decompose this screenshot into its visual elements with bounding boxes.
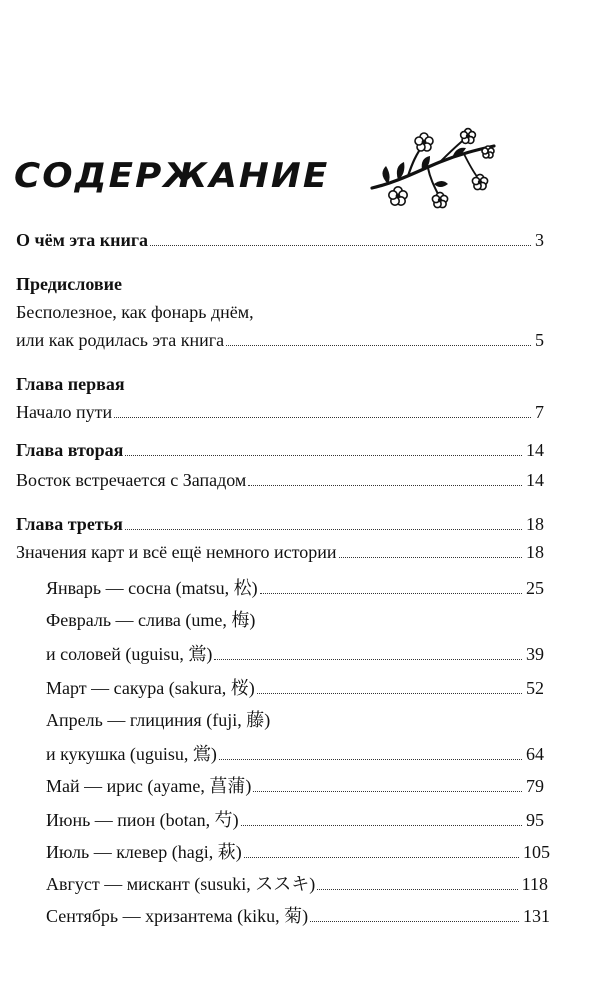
toc-entry-title: и кукушка (uguisu, 鴬) [46,744,217,764]
toc-entry[interactable] [46,640,544,668]
leader-dots [125,528,522,530]
toc-entry[interactable] [46,870,548,898]
toc-entry-title: Июнь — пион (botan, 芍) [46,810,239,830]
toc-entry-page: 14 [526,440,544,460]
toc-entry-title: Значения карт и всё ещё немного истории [16,542,337,562]
toc-entry-page: 7 [535,402,544,422]
leader-dots [114,416,531,418]
toc-entry-page: 52 [526,678,544,698]
page-title: СОДЕРЖАНИЕ [14,156,330,196]
toc-entry-title: Май — ирис (ayame, 菖蒲) [46,776,252,796]
leader-dots [248,484,522,486]
toc-entry-title: Восток встречается с Западом [16,470,247,490]
toc-entry-title: Февраль — слива (ume, 梅) [46,610,256,630]
toc-entry-page: 14 [526,470,544,490]
toc-entry[interactable] [16,466,544,494]
toc-entry-title: Глава вторая [16,440,124,460]
toc-entry-page: 64 [526,744,544,764]
toc-entry[interactable] [46,674,544,702]
toc-entry[interactable] [46,838,550,866]
leader-dots [257,692,522,694]
toc-entry[interactable] [16,226,544,254]
toc-entry-title: Январь — сосна (matsu, 松) [46,578,258,598]
leader-dots [260,592,522,594]
toc-entry[interactable] [46,740,544,768]
toc-entry-title: Март — сакура (sakura, 桜) [46,678,255,698]
toc-entry-page: 105 [523,842,550,862]
leader-dots [214,658,522,660]
toc-entry-page: 39 [526,644,544,664]
toc-entry-page: 25 [526,578,544,598]
toc-entry-title: и соловей (uguisu, 鴬) [46,644,213,664]
leader-dots [125,454,522,456]
toc-entry-title: Апрель — глициния (fuji, 藤) [46,710,271,730]
toc-entry-page: 18 [526,514,544,534]
leader-dots [317,888,517,890]
toc-entry-page: 95 [526,810,544,830]
leader-dots [219,758,522,760]
leader-dots [241,824,522,826]
section-heading: Предисловие [16,274,122,294]
toc-entry[interactable] [46,806,544,834]
toc-entry[interactable] [16,538,544,566]
leader-dots [150,244,531,246]
toc-entry-title: О чём эта книга [16,230,149,250]
toc-entry-page: 118 [521,874,548,894]
toc-entry-page: 3 [535,230,544,250]
toc-entry-title: Август — мискант (susuki, ススキ) [46,874,316,894]
leader-dots [226,344,531,346]
toc-entry-page: 131 [523,906,550,926]
toc-entry[interactable] [46,772,544,800]
leader-dots [310,920,519,922]
leader-dots [253,790,522,792]
toc-entry[interactable] [16,436,544,464]
toc-entry-title: Глава третья [16,514,123,534]
toc-entry[interactable] [16,398,544,426]
toc-entry-title: Начало пути [16,402,113,422]
section-heading: Глава первая [16,374,125,394]
toc-entry[interactable] [46,574,544,602]
toc-entry-title: Июль — клевер (hagi, 萩) [46,842,242,862]
toc-entry-title: Бесполезное, как фонарь днём, [16,302,254,322]
toc-entry-page: 5 [535,330,544,350]
leader-dots [339,556,522,558]
toc-entry[interactable] [16,326,544,354]
toc-entry[interactable] [16,510,544,538]
leader-dots [244,856,519,858]
toc-entry-page: 18 [526,542,544,562]
toc-entry[interactable] [46,902,550,930]
toc-entry-title: Сентябрь — хризантема (kiku, 菊) [46,906,309,926]
toc-entry-page: 79 [526,776,544,796]
toc-entry-title: или как родилась эта книга [16,330,225,350]
